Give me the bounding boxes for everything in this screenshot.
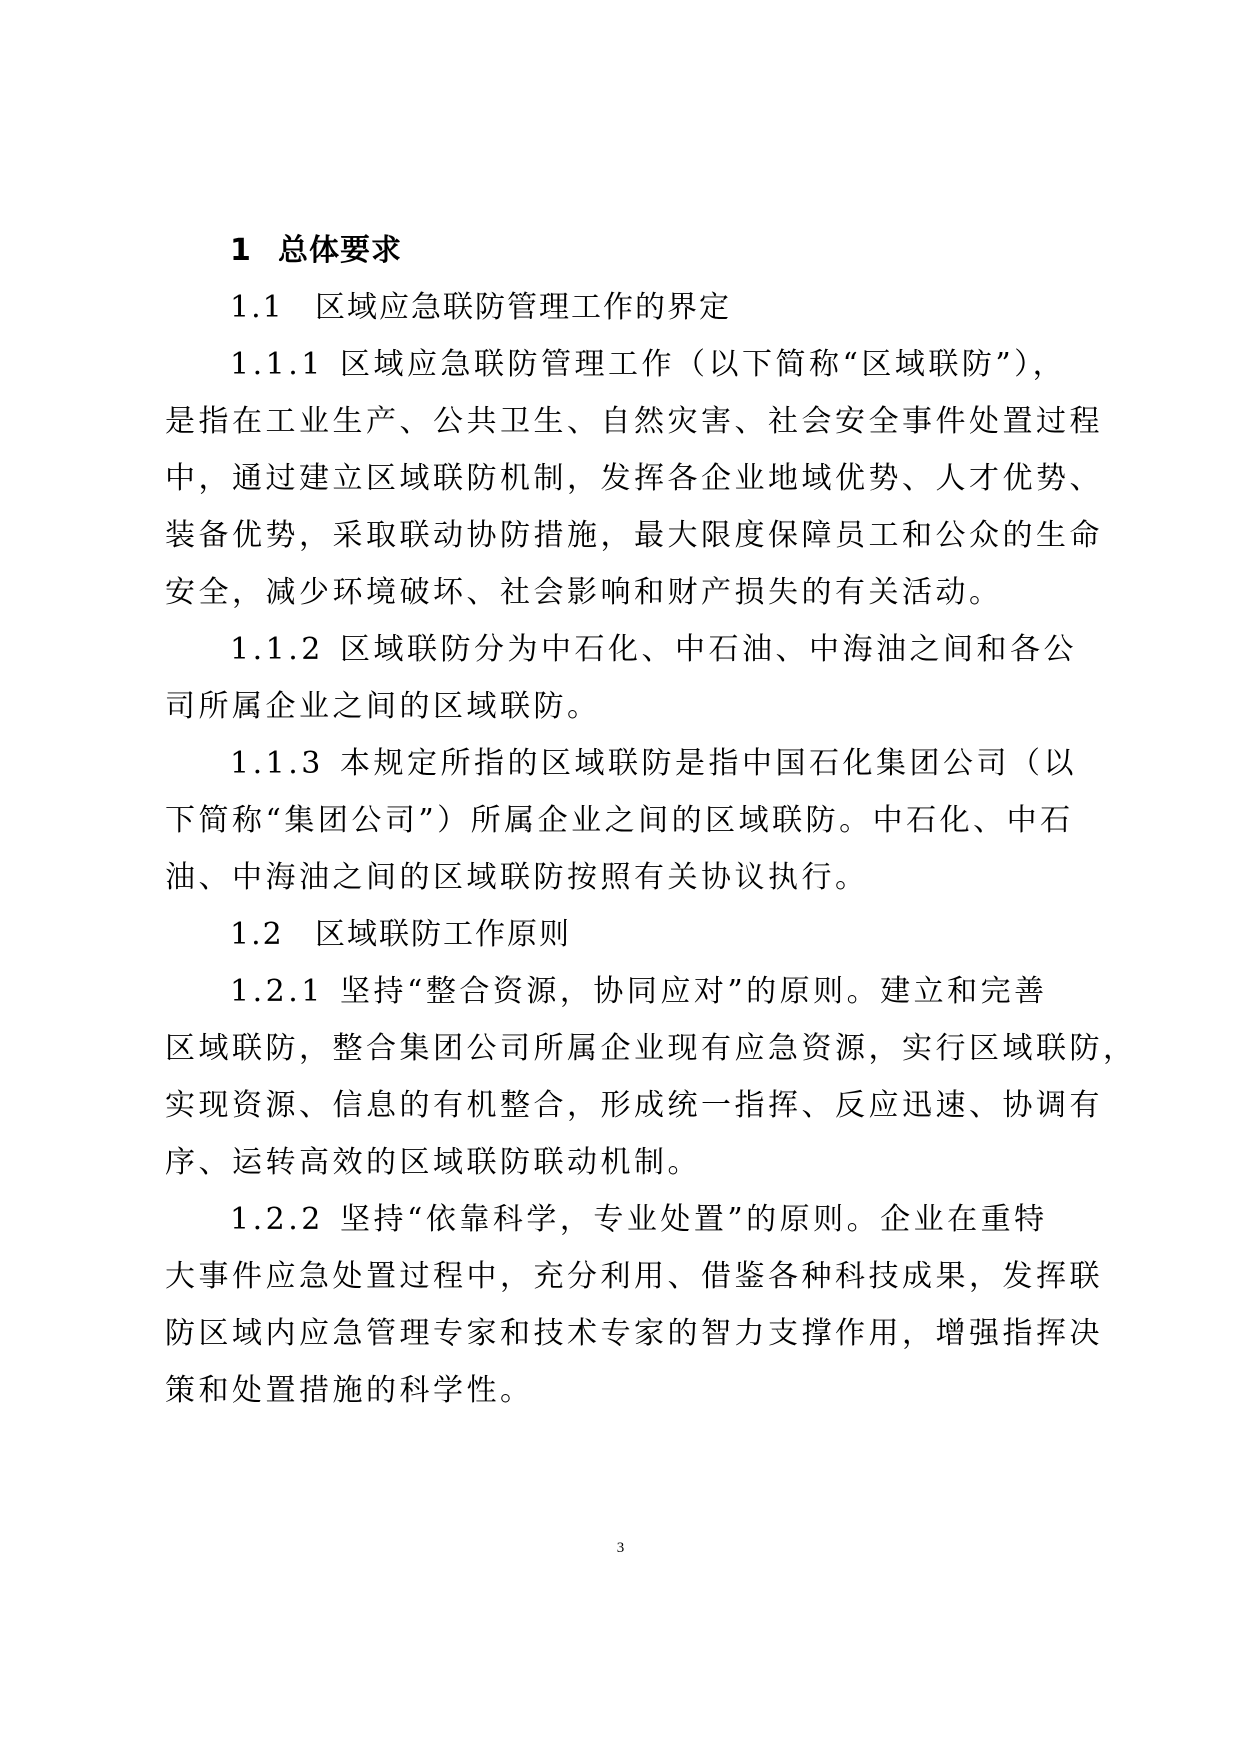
subsection-heading-1-1 xyxy=(165,279,1083,336)
subsection-number: 1.1 xyxy=(230,290,284,325)
paragraph-line: 1.1.2 区域联防分为中石化、中石油、中海油之间和各公 xyxy=(165,621,1083,678)
paragraph-line: 实现资源、信息的有机整合，形成统一指挥、反应迅速、协调有 xyxy=(165,1088,1103,1123)
paragraph-line: 1.1.1 区域应急联防管理工作（以下简称“区域联防”）， xyxy=(165,336,1083,393)
paragraph-line: 是指在工业生产、公共卫生、自然灾害、社会安全事件处置过程 xyxy=(165,404,1103,439)
document-body xyxy=(165,222,1137,1419)
clause-1-2-2 xyxy=(165,1191,1103,1419)
paragraph-line: 司所属企业之间的区域联防。 xyxy=(165,689,601,724)
subsection-heading-1-2 xyxy=(165,906,1083,963)
clause-number: 1.1.3 xyxy=(230,746,324,781)
paragraph-line: 大事件应急处置过程中，充分利用、借鉴各种科技成果，发挥联 xyxy=(165,1259,1103,1294)
clause-1-1-1 xyxy=(165,336,1103,621)
paragraph-line: 1.2.1 坚持“整合资源，协同应对”的原则。建立和完善 xyxy=(165,963,1083,1020)
paragraph-line: 防区域内应急管理专家和技术专家的智力支撑作用，增强指挥决 xyxy=(165,1316,1103,1351)
section-heading-1 xyxy=(165,222,1083,279)
paragraph-line: 装备优势，采取联动协防措施，最大限度保障员工和公众的生命 xyxy=(165,518,1103,553)
clause-1-1-2 xyxy=(165,621,1083,735)
paragraph-line: 区域联防，整合集团公司所属企业现有应急资源，实行区域联防， xyxy=(165,1031,1137,1066)
subsection-title: 区域应急联防管理工作的界定 xyxy=(315,290,731,325)
page-number: 3 xyxy=(616,1540,625,1556)
clause-1-2-1 xyxy=(165,963,1137,1191)
subsection-title: 区域联防工作原则 xyxy=(315,917,571,952)
paragraph-line: 策和处置措施的科学性。 xyxy=(165,1373,534,1408)
clause-number: 1.1.2 xyxy=(230,632,324,667)
paragraph-line: 中，通过建立区域联防机制，发挥各企业地域优势、人才优势、 xyxy=(165,461,1103,496)
subsection-number: 1.2 xyxy=(230,917,284,952)
paragraph-line: 安全，减少环境破坏、社会影响和财产损失的有关活动。 xyxy=(165,575,1003,610)
paragraph-line: 油、中海油之间的区域联防按照有关协议执行。 xyxy=(165,860,869,895)
clause-number: 1.2.1 xyxy=(230,974,324,1009)
paragraph-line: 下简称“集团公司”）所属企业之间的区域联防。中石化、中石 xyxy=(165,803,1074,838)
clause-number: 1.2.2 xyxy=(230,1202,324,1237)
paragraph-line: 序、运转高效的区域联防联动机制。 xyxy=(165,1145,701,1180)
section-title: 总体要求 xyxy=(278,233,402,268)
paragraph-line: 1.1.3 本规定所指的区域联防是指中国石化集团公司（以 xyxy=(165,735,1083,792)
clause-1-1-3 xyxy=(165,735,1083,906)
section-number: 1 xyxy=(230,233,252,268)
paragraph-line: 1.2.2 坚持“依靠科学，专业处置”的原则。企业在重特 xyxy=(165,1191,1083,1248)
clause-number: 1.1.1 xyxy=(230,347,324,382)
